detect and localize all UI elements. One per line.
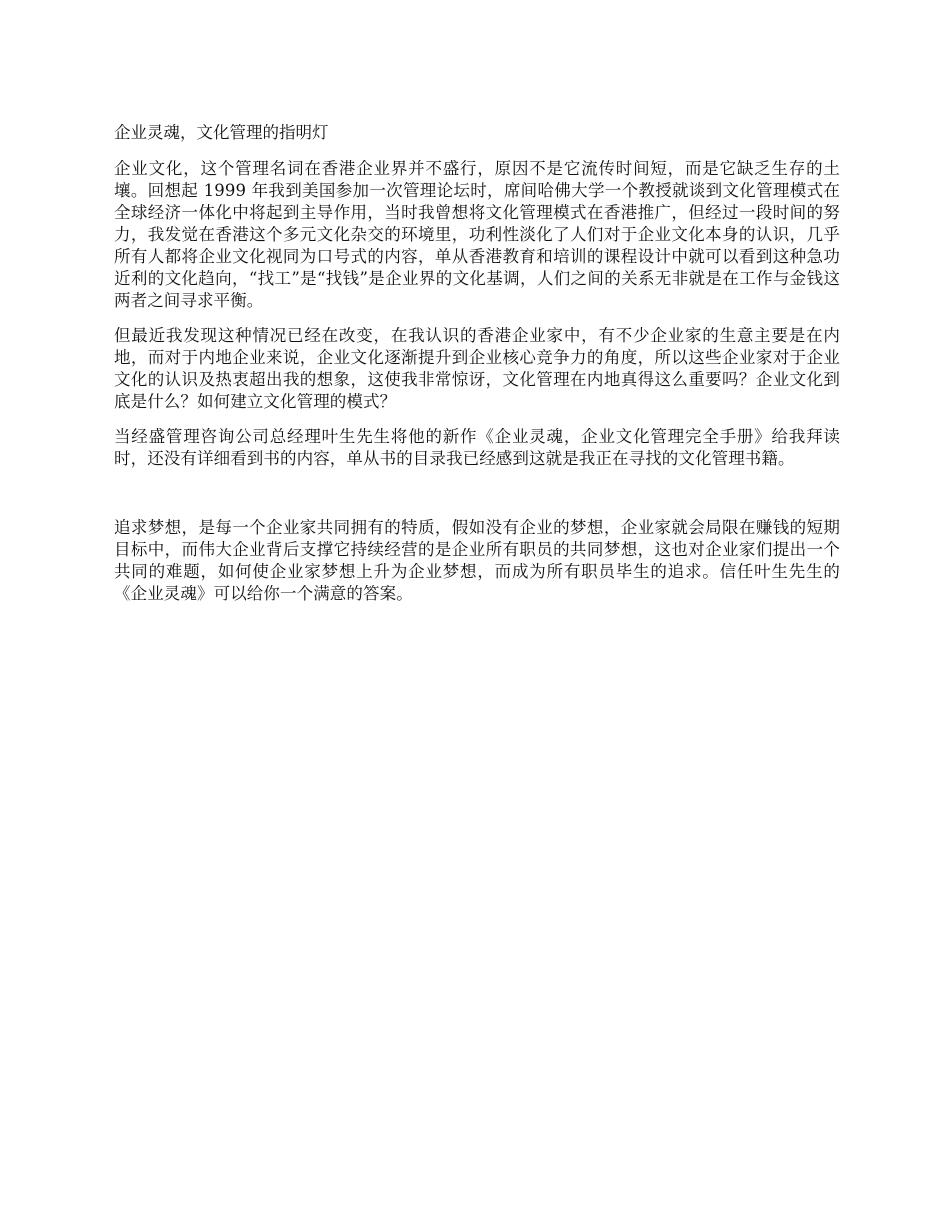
document-title: 企业灵魂，文化管理的指明灯 (114, 123, 329, 142)
paragraph-1: 企业文化，这个管理名词在香港企业界并不盛行，原因不是它流传时间短，而是它缺乏生存的土壤。回想起 1999 年我到美国参加一次管理论坛时，席间哈佛大学一个教授就谈到文化管理模式在全球经济一体化中将起到主导作用，当时我曾想将文化管理模式在香港推广，但经过一段时间的努力，我发觉在香港这个多元文化杂交的环境里，功利性淡化了人们对于企业文化本身的认识，几乎所有人都将企业文化视同为口号式的内容，单从香港教育和培训的课程设计中就可以看到这种急功近利的文化趋向，“找工”是“找钱”是企业界的文化基调，人们之间的关系无非就是在工作与金钱这两者之间寻求平衡。 (114, 159, 840, 310)
paragraph-2: 但最近我发现这种情况已经在改变，在我认识的香港企业家中，有不少企业家的生意主要是在内地，而对于内地企业来说，企业文化逐渐提升到企业核心竞争力的角度，所以这些企业家对于企业文化的认识及热衷超出我的想象，这使我非常惊讶，文化管理在内地真得这么重要吗？企业文化到底是什么？如何建立文化管理的模式？ (114, 326, 840, 411)
paragraph-gap (114, 483, 840, 517)
paragraph-3: 当经盛管理咨询公司总经理叶生先生将他的新作《企业灵魂，企业文化管理完全手册》给我拜读时，还没有详细看到书的内容，单从书的目录我已经感到这就是我正在寻找的文化管理书籍。 (114, 427, 840, 468)
document-page (114, 122, 840, 618)
paragraph-4: 追求梦想，是每一个企业家共同拥有的特质，假如没有企业的梦想，企业家就会局限在赚钱的短期目标中，而伟大企业背后支撑它持续经营的是企业所有职员的共同梦想，这也对企业家们提出一个共同的难题，如何使企业家梦想上升为企业梦想，而成为所有职员毕生的追求。信任叶生先生的《企业灵魂》可以给你一个满意的答案。 (114, 518, 840, 603)
